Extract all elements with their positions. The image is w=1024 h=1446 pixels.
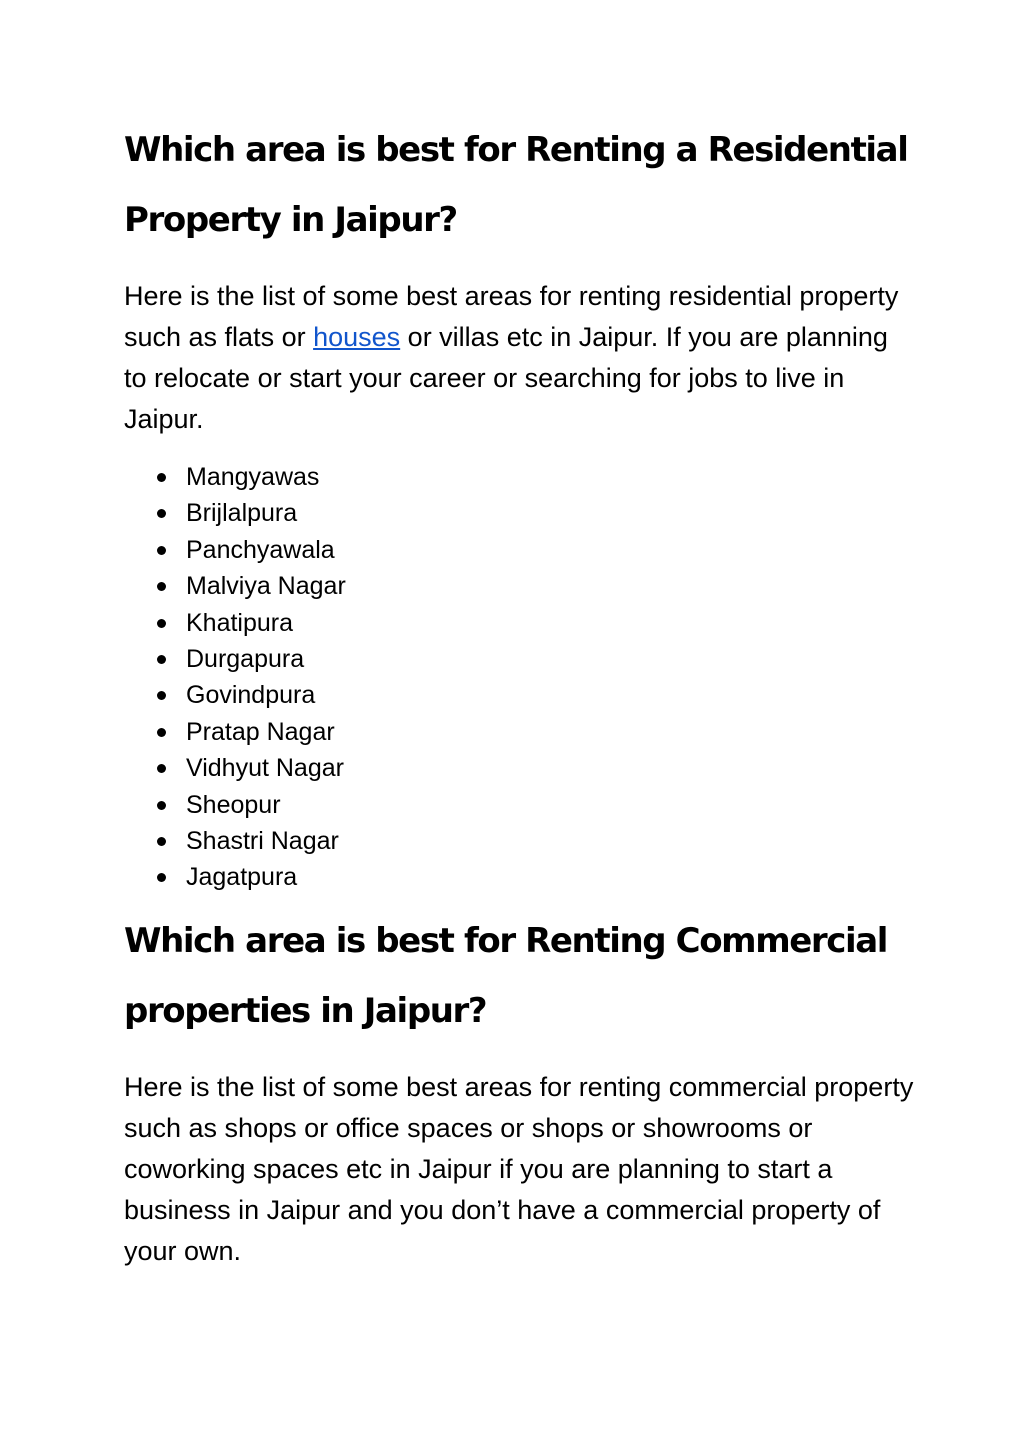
- list-item: [124, 605, 346, 641]
- houses-link[interactable]: houses: [313, 322, 401, 352]
- commercial-paragraph: Here is the list of some best areas for renting commercial property such as shops or office spaces or shops or showrooms or coworking spaces etc in Jaipur if you are planning to start a business in Jaipur and you don’t have a commercial property of your own.: [124, 1072, 914, 1266]
- bullet-icon: [157, 728, 166, 737]
- intro-text-after-link: or villas etc in Jaipur. If you are planning to relocate or start your career or searching for jobs to live in Jaipur.: [124, 322, 888, 434]
- list-item-label: Jagatpura: [186, 863, 298, 892]
- bullet-icon: [157, 582, 166, 591]
- bullet-icon: [157, 801, 166, 810]
- list-item-label: Shastri Nagar: [186, 826, 339, 855]
- list-item: [124, 641, 346, 677]
- list-item: [124, 787, 346, 823]
- list-item-label: Govindpura: [186, 681, 316, 710]
- list-item: [124, 495, 346, 531]
- bullet-icon: [157, 837, 166, 846]
- commercial-heading: Which area is best for Renting Commercial properties in Jaipur?: [124, 921, 888, 1031]
- list-item: [124, 859, 346, 895]
- bullet-icon: [157, 764, 166, 773]
- list-item-label: Malviya Nagar: [186, 572, 346, 601]
- list-item: [124, 714, 346, 750]
- residential-heading: Which area is best for Renting a Residential Property in Jaipur?: [124, 130, 908, 240]
- list-item: [124, 532, 346, 568]
- bullet-icon: [157, 509, 166, 518]
- bullet-icon: [157, 546, 166, 555]
- bullet-icon: [157, 691, 166, 700]
- bullet-icon: [157, 473, 166, 482]
- bullet-icon: [157, 655, 166, 664]
- list-item-label: Khatipura: [186, 608, 294, 637]
- list-item: [124, 823, 346, 859]
- list-item-label: Durgapura: [186, 644, 305, 673]
- bullet-icon: [157, 619, 166, 628]
- list-item-label: Vidhyut Nagar: [186, 754, 344, 783]
- list-item-label: Mangyawas: [186, 463, 320, 491]
- list-item-label: Brijlalpura: [186, 499, 298, 528]
- list-item-label: Panchyawala: [186, 535, 335, 564]
- list-item-label: Pratap Nagar: [186, 717, 335, 746]
- list-item: [124, 459, 346, 495]
- bullet-icon: [157, 873, 166, 882]
- intro-text-before-link: Here is the list of some best areas for renting residential property such as flats or: [124, 281, 899, 352]
- list-item: [124, 677, 346, 713]
- residential-areas-list: [124, 459, 346, 896]
- list-item-label: Sheopur: [186, 790, 281, 819]
- list-item: [124, 750, 346, 786]
- list-item: [124, 568, 346, 604]
- residential-intro: [124, 276, 914, 440]
